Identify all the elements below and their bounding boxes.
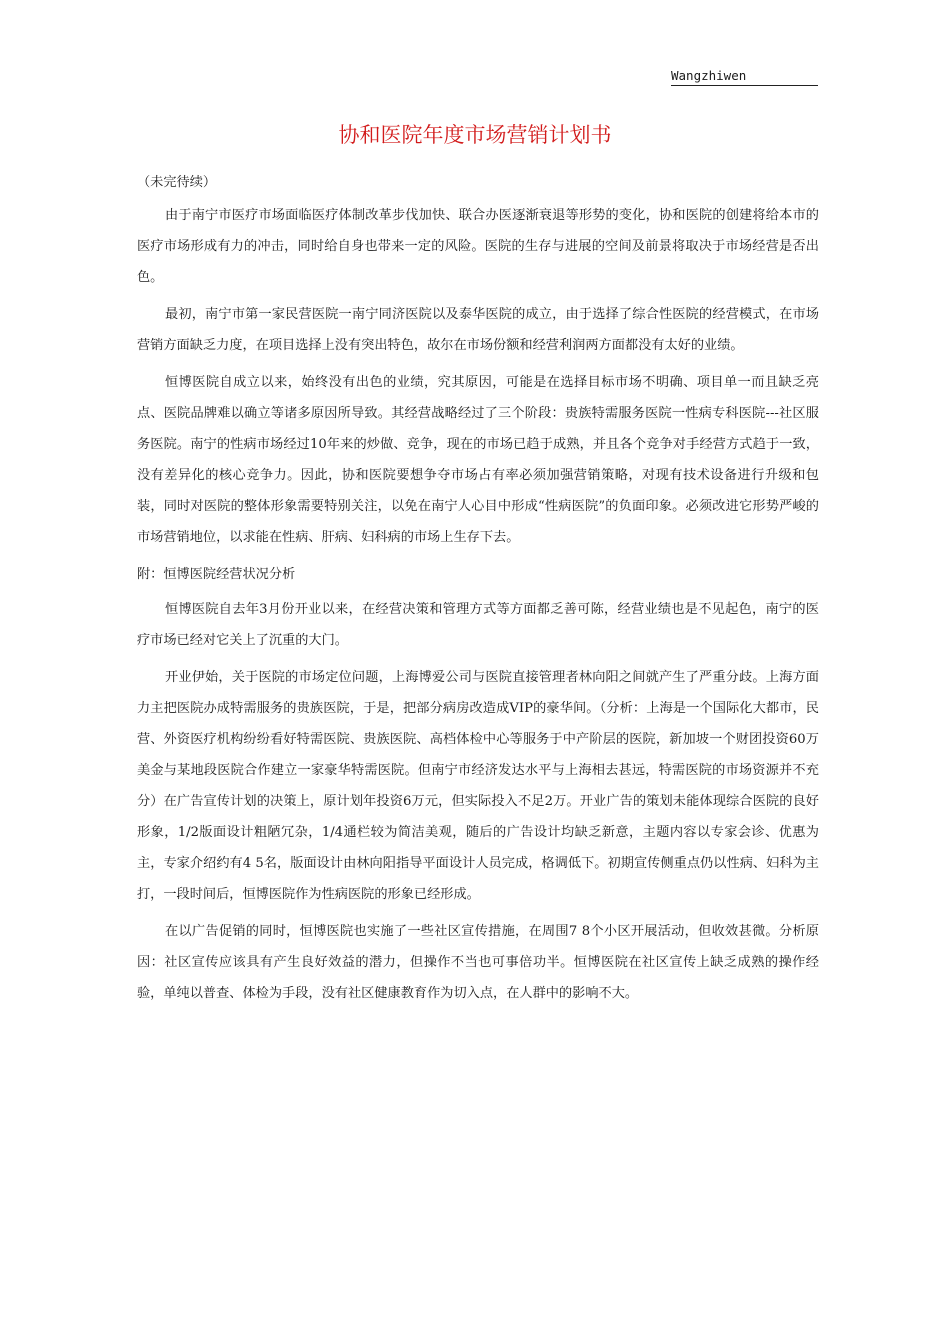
document-title: 协和医院年度市场营销计划书 bbox=[338, 123, 612, 147]
header-author: Wangzhiwen bbox=[671, 68, 818, 86]
appendix-paragraph: 开业伊始，关于医院的市场定位问题，上海博爱公司与医院直接管理者林向阳之间就产生了严重分歧。上海方面力主把医院办成特需服务的贵族医院，于是，把部分病房改造成VIP的豪华间。（分析：上海是一个国际化大都市，民营、外资医疗机构纷纷看好特需医院、贵族医院、高档体检中心等服务于中产阶层的医院，新加坡一个财团投资60万美金与某地段医院合作建立一家豪华特需医院。但南宁市经济发达水平与上海相去甚远，特需医院的市场资源并不充分）在广告宣传计划的决策上，原计划年投资6万元，但实际投入不足2万。开业广告的策划未能体现综合医院的良好形象，1/2版面设计粗陋冗杂，1/4通栏较为简洁美观，随后的广告设计均缺乏新意，主题内容以专家会诊、优惠为主，专家介绍约有4 5名，版面设计由林向阳指导平面设计人员完成，格调低下。初期宣传侧重点仍以性病、妇科为主打，一段时间后，恒博医院作为性病医院的形象已经形成。 bbox=[137, 670, 819, 902]
paragraph: 恒博医院自成立以来，始终没有出色的业绩，究其原因，可能是在选择目标市场不明确、项目单一而且缺乏亮点、医院品牌难以确立等诸多原因所导致。其经营战略经过了三个阶段：贵族特需服务医院一性病专科医院---社区服务医院。南宁的性病市场经过10年来的炒做、竞争，现在的市场已趋于成熟，并且各个竞争对手经营方式趋于一致，没有差异化的核心竞争力。因此，协和医院要想争夺市场占有率必须加强营销策略，对现有技术设备进行升级和包装，同时对医院的整体形象需要特别关注，以免在南宁人心目中形成“性病医院”的负面印象。必须改进它形势严峻的市场营销地位，以求能在性病、肝病、妇科病的市场上生存下去。 bbox=[137, 375, 819, 545]
appendix-paragraph: 在以广告促销的同时，恒博医院也实施了一些社区宣传措施，在周围7 8个小区开展活动，但收效甚微。分析原因：社区宣传应该具有产生良好效益的潜力，但操作不当也可事倍功半。恒博医院在社区宣传上缺乏成熟的操作经验，单纯以普查、体检为手段，没有社区健康教育作为切入点，在人群中的影响不大。 bbox=[137, 924, 819, 1001]
appendix-paragraph: 恒博医院自去年3月份开业以来，在经营决策和管理方式等方面都乏善可陈，经营业绩也是不见起色，南宁的医疗市场已经对它关上了沉重的大门。 bbox=[137, 602, 819, 648]
paragraph: 最初，南宁市第一家民营医院一南宁同济医院以及泰华医院的成立，由于选择了综合性医院的经营模式，在市场营销方面缺乏力度，在项目选择上没有突出特色，故尔在市场份额和经营利润两方面都没有太好的业绩。 bbox=[137, 307, 819, 353]
document-body bbox=[137, 167, 819, 1015]
appendix-heading: 附：恒博医院经营状况分析 bbox=[137, 567, 296, 582]
paragraph: 由于南宁市医疗市场面临医疗体制改革步伐加快、联合办医逐渐衰退等形势的变化，协和医院的创建将给本市的医疗市场形成有力的冲击，同时给自身也带来一定的风险。医院的生存与进展的空间及前景将取决于市场经营是否出色。 bbox=[137, 208, 819, 285]
note-text: （未完待续） bbox=[137, 175, 217, 190]
